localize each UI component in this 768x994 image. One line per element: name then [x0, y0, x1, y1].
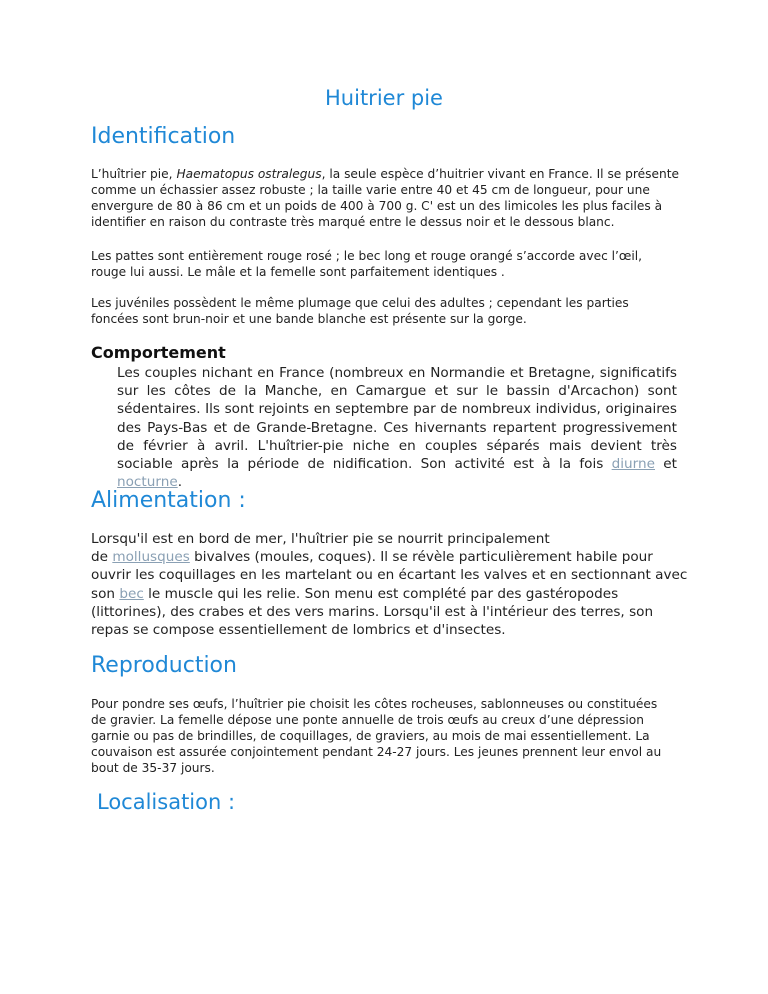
alimentation-line-1: Lorsqu'il est en bord de mer, l'huîtrier pie se nourrit principalement: [91, 531, 550, 547]
text-segment: le muscle qui les relie. Son menu est complété par des gastéropodes (littorines), des crabes et des vers marins. Lorsqu'il est à l'intérieur des terres, son repas se compose essentiellement de lombrics et d'insectes.: [91, 585, 654, 639]
link-nocturne[interactable]: nocturne: [117, 474, 178, 491]
identification-paragraph-1: [91, 166, 681, 230]
text-segment: .: [177, 474, 183, 491]
text-segment: de: [91, 549, 113, 566]
comportement-paragraph: [117, 364, 677, 491]
text-segment: Les couples nichant en France (nombreux en Normandie et Bretagne, significatifs sur les côtes de la Manche, en Camargue et sur le bassin d'Arcachon) sont sédentaires. Ils sont rejoints en septembre par de nombreux individus, originaires des Pays-Bas et de Grande-Bretagne. Ces hivernants repartent progressivement de février à avril. L'huîtrier-pie niche en couples séparés mais devient très sociable après la période de nidification. Son activité est à la fois: [117, 365, 677, 473]
text-segment: bivalves (moules, coques). Il se révèle particulièrement habile pour ouvrir les coquillages en les martelant ou en écartant les valves et en sectionnant avec: [91, 549, 688, 584]
text-segment: son: [91, 585, 120, 602]
link-diurne[interactable]: diurne: [611, 456, 655, 473]
heading-comportement: Comportement: [91, 343, 226, 362]
heading-localisation: Localisation :: [97, 790, 236, 814]
heading-alimentation: Alimentation :: [91, 488, 246, 513]
reproduction-paragraph: Pour pondre ses œufs, l’huîtrier pie choisit les côtes rocheuses, sablonneuses ou constituées de gravier. La femelle dépose une ponte annuelle de trois œufs au creux d’une dépression garnie ou pas de brindilles, de coquillages, de graviers, au mois de mai essentiellement. La couvaison est assurée conjointement pendant 24-27 jours. Les jeunes prennent leur envol au bout de 35-37 jours.: [91, 697, 662, 775]
alimentation-body: [91, 548, 691, 639]
text-segment: et: [655, 456, 678, 473]
link-bec[interactable]: bec: [119, 585, 144, 602]
identification-paragraph-2: Les pattes sont entièrement rouge rosé ; le bec long et rouge orangé s’accorde avec l’œil, rouge lui aussi. Le mâle et la femelle sont parfaitement identiques .: [91, 249, 643, 279]
alimentation-paragraph: [91, 530, 691, 639]
text-segment: L’huîtrier pie,: [91, 167, 177, 181]
text-segment: , la seule espèce d’huitrier vivant en France. Il se présente comme un échassier assez robuste ; la taille varie entre 40 et 45 cm de longueur, pour une envergure de 80 à 86 cm et un poids de 400 à 700 g. C' est un des limicoles les plus faciles à identifier en raison du contraste très marqué entre le dessus noir et le dessous blanc.: [91, 167, 679, 229]
species-name: Haematopus ostralegus: [176, 167, 322, 181]
heading-identification: Identification: [91, 124, 236, 149]
identification-paragraph-3: Les juvéniles possèdent le même plumage que celui des adultes ; cependant les parties foncées sont brun-noir et une bande blanche est présente sur la gorge.: [91, 296, 629, 326]
link-mollusques[interactable]: mollusques: [112, 549, 190, 566]
heading-reproduction: Reproduction: [91, 653, 237, 678]
page-title: Huitrier pie: [325, 86, 443, 110]
